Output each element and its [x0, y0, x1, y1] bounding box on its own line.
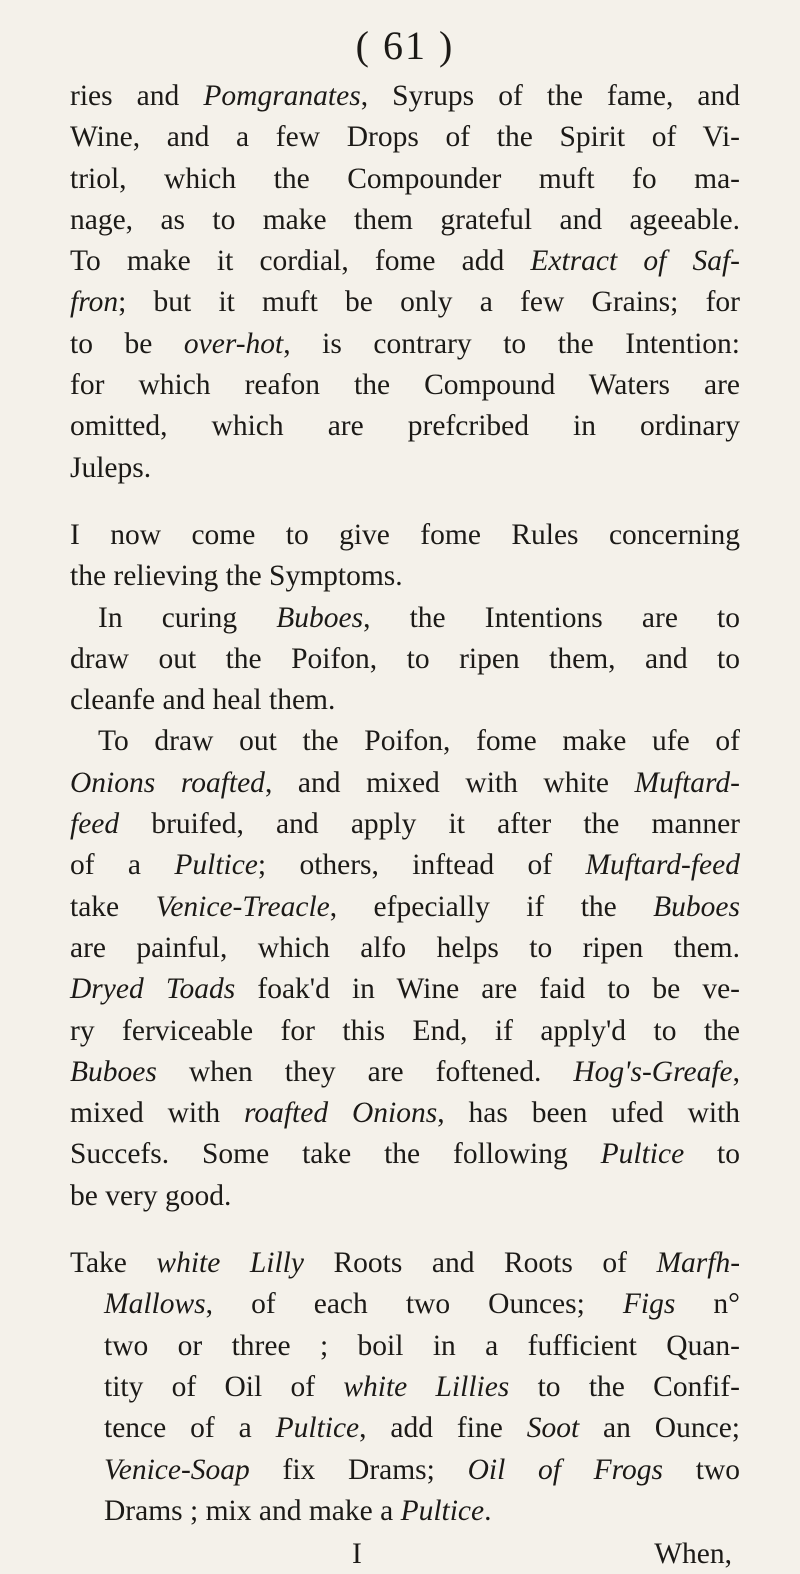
- text-line: [70, 76, 740, 117]
- text-line: [70, 365, 740, 406]
- text-span: To draw out the Poifon, fome make ufe of: [98, 725, 740, 758]
- text-span: To make it cordial, fome add: [70, 245, 531, 278]
- italic-text: feed: [70, 808, 120, 841]
- text-line: [70, 515, 740, 556]
- italic-text: Muftard-: [634, 766, 740, 799]
- text-line: [70, 1093, 740, 1134]
- paragraph: [70, 598, 740, 722]
- text-span: .: [484, 1494, 492, 1527]
- text-span: fix Drams;: [249, 1453, 468, 1486]
- text-span: take: [70, 890, 156, 923]
- italic-text: Dryed Toads: [70, 973, 236, 1006]
- italic-text: Pomgranates: [203, 80, 361, 112]
- text-span: Drams ; mix and make a: [104, 1494, 401, 1527]
- italic-text: Venice-Soap: [104, 1453, 250, 1486]
- text-line: [70, 804, 740, 845]
- italic-text: fron: [70, 286, 119, 319]
- text-line: [70, 241, 740, 282]
- italic-text: Buboes: [653, 890, 740, 923]
- text-span: draw out the Poifon, to ripen them, and to: [70, 642, 740, 675]
- italic-text: Marfh-: [656, 1247, 741, 1280]
- text-span: I now come to give fome Rules concerning: [70, 518, 740, 551]
- italic-text: Pultice: [275, 1412, 360, 1445]
- text-span: when they are foftened.: [156, 1055, 574, 1088]
- page-footer: [70, 1534, 740, 1574]
- text-span: Take: [70, 1247, 157, 1280]
- text-span: tence of a: [104, 1412, 276, 1445]
- italic-text: Hog's-Greafe: [573, 1055, 733, 1088]
- paragraph: [70, 515, 740, 598]
- text-span: Juleps.: [70, 451, 152, 484]
- text-span: Wine, and a few Drops of the Spirit of Vi-: [70, 121, 740, 154]
- signature-mark: I: [352, 1538, 362, 1571]
- text-line: [70, 1326, 740, 1367]
- text-span: be very good.: [70, 1179, 232, 1212]
- italic-text: white Lilly: [156, 1247, 304, 1280]
- text-line: [70, 1011, 740, 1052]
- text-line: [70, 763, 740, 804]
- text-span: for which reafon the Compound Waters are: [70, 369, 740, 402]
- text-line: [70, 1052, 740, 1093]
- text-span: ; others, inftead of: [257, 849, 586, 882]
- italic-text: Extract of Saf-: [530, 245, 740, 278]
- italic-text: Pultice: [400, 1494, 485, 1527]
- catchword: When,: [654, 1538, 732, 1571]
- text-span: two: [663, 1453, 741, 1486]
- italic-text: Soot: [526, 1412, 580, 1445]
- text-span: the relieving the Symptoms.: [70, 560, 403, 593]
- text-line: [70, 1243, 740, 1284]
- text-span: , and mixed with white: [264, 766, 635, 799]
- text-line: [70, 680, 740, 721]
- paragraph: [70, 76, 740, 489]
- text-span: Succefs. Some take the following: [70, 1138, 601, 1171]
- italic-text: roafted Onions: [243, 1097, 438, 1130]
- text-span: of a: [70, 849, 175, 882]
- text-span: n°: [675, 1288, 740, 1321]
- text-span: , of each two Ounces;: [205, 1288, 623, 1321]
- text-line: [70, 282, 740, 323]
- text-line: [70, 1491, 740, 1532]
- text-span: , the Intentions are to: [363, 601, 741, 634]
- text-line: [70, 200, 740, 241]
- text-span: tity of Oil of: [104, 1370, 344, 1403]
- text-span: nage, as to make them grateful and ageeable.: [70, 203, 740, 236]
- text-span: foak'd in Wine are faid to be ve-: [235, 973, 740, 1006]
- paragraph: [70, 1243, 740, 1532]
- italic-text: Pultice: [174, 849, 258, 882]
- paragraph-gap: [70, 1217, 740, 1243]
- text-line: [70, 159, 740, 200]
- italic-text: Venice-Treacle: [155, 890, 330, 923]
- text-span: ry ferviceable for this End, if apply'd to the: [70, 1014, 740, 1047]
- text-line: [70, 324, 740, 365]
- body-text: [70, 76, 740, 1532]
- italic-text: over-hot: [183, 327, 284, 360]
- text-line: [70, 406, 740, 447]
- text-line: [70, 639, 740, 680]
- text-line: [70, 1284, 740, 1325]
- text-line: [70, 1134, 740, 1175]
- text-line: [70, 556, 740, 597]
- italic-text: Figs: [622, 1288, 676, 1321]
- italic-text: Oil of Frogs: [467, 1453, 664, 1486]
- text-span: bruifed, and apply it after the manner: [119, 808, 740, 841]
- italic-text: white Lillies: [343, 1370, 510, 1403]
- text-span: to be: [70, 327, 184, 360]
- text-span: triol, which the Compounder muft fo ma-: [70, 162, 740, 195]
- text-span: ; but it muft be only a few Grains; for: [118, 286, 740, 319]
- text-line: [70, 1176, 740, 1217]
- text-span: , add fine: [359, 1412, 527, 1445]
- text-span: an Ounce;: [579, 1412, 740, 1445]
- text-line: [70, 117, 740, 158]
- text-span: , is contrary to the Intention:: [283, 327, 740, 360]
- text-line: [70, 448, 740, 489]
- text-span: , Syrups of the fame, and: [360, 80, 741, 112]
- text-span: ries and: [70, 80, 204, 112]
- text-span: are painful, which alfo helps to ripen them.: [70, 931, 740, 964]
- text-span: Roots and Roots of: [303, 1247, 657, 1280]
- text-span: omitted, which are prefcribed in ordinary: [70, 410, 740, 443]
- text-line: [70, 969, 740, 1010]
- text-span: to the Confif-: [509, 1370, 740, 1403]
- italic-text: Buboes: [70, 1055, 157, 1088]
- italic-text: Muftard-feed: [585, 849, 740, 882]
- text-line: [70, 845, 740, 886]
- paragraph: [70, 721, 740, 1217]
- text-span: , has been ufed with: [437, 1097, 741, 1130]
- text-line: [70, 928, 740, 969]
- italic-text: Onions roafted: [70, 766, 265, 799]
- text-span: two or three ; boil in a fufficient Quan-: [104, 1329, 740, 1362]
- text-span: In curing: [98, 601, 277, 634]
- text-line: [70, 598, 740, 639]
- text-span: cleanfe and heal them.: [70, 684, 336, 717]
- text-line: [70, 721, 740, 762]
- italic-text: Pultice: [600, 1138, 685, 1171]
- italic-text: Buboes: [276, 601, 364, 634]
- text-line: [70, 1450, 740, 1491]
- text-span: , efpecially if the: [329, 890, 654, 923]
- italic-text: Mallows: [104, 1288, 206, 1321]
- text-span: mixed with: [70, 1097, 244, 1130]
- paragraph-gap: [70, 489, 740, 515]
- text-line: [70, 1367, 740, 1408]
- page-number: ( 61 ): [355, 23, 455, 68]
- text-span: ,: [732, 1055, 740, 1088]
- text-line: [70, 1408, 740, 1449]
- text-line: [70, 887, 740, 928]
- text-span: to: [684, 1138, 741, 1171]
